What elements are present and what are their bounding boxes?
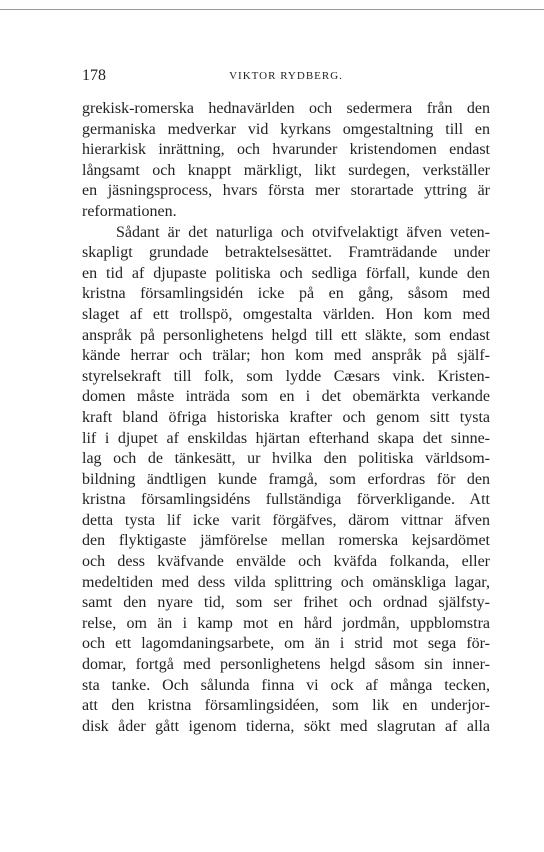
text-line: samt den nyare tid, som ser frihet och ordnad själfsty-	[82, 594, 490, 612]
text-line: detta tysta lif icke varit förgäfves, därom vittnar äfven	[82, 511, 490, 529]
page-number: 178	[82, 67, 106, 84]
text-line: en tid af djupaste politiska och sedliga förfall, kunde den	[82, 264, 490, 282]
text-line: skapligt grundade betraktelsesättet. Framträdande under	[82, 244, 490, 262]
text-line: germaniska medverkar vid kyrkans omgestaltning till en	[82, 120, 490, 138]
paragraph-1	[82, 99, 490, 223]
text-line: hierarkisk inrättning, och hvarunder kristendomen endast	[82, 141, 490, 159]
text-line: anspråk på personlighetens helgd till ett släkte, som endast	[82, 326, 490, 344]
text-line: lag och de tänkesätt, ur hvilka den politiska världsom-	[82, 450, 490, 468]
top-rule	[0, 9, 544, 10]
body-text	[82, 99, 490, 737]
paragraph-2	[82, 223, 490, 738]
text-line: styrelsekraft till folk, som lydde Cæsars vink. Kristen-	[82, 367, 490, 385]
text-line: och ett lagomdaningsarbete, om än i strid mot sega för-	[82, 635, 490, 653]
running-head	[82, 66, 490, 86]
text-line: domen måste inträda som en i det obemärkta verkande	[82, 388, 490, 406]
text-line: grekisk-romerska hednavärlden och sedermera från den	[82, 100, 490, 117]
text-line: och dess kväfvande envälde och kväfda folkanda, eller	[82, 553, 490, 571]
text-line: lif i djupet af enskildas hjärtan efterhand skapa det sinne-	[82, 429, 490, 447]
text-line: kristna församlingsidéns fullständiga förverkligande. Att	[82, 491, 490, 509]
text-line: Sådant är det naturliga och otvifvelaktigt äfven veten-	[116, 223, 490, 241]
text-line: den flyktigaste jämförelse mellan romerska kejsardömet	[82, 532, 490, 550]
running-title: VIKTOR RYDBERG.	[229, 70, 343, 82]
text-line: kristna församlingsidén icke på en gång, såsom med	[82, 285, 490, 303]
text-line: relse, om än i kamp mot en hård jordmån, uppblomstra	[82, 614, 490, 632]
text-line: att den kristna församlingsidéen, som lik en underjor-	[82, 697, 490, 715]
text-line: domar, fortgå med personlighetens helgd såsom sin inner-	[82, 656, 490, 674]
text-line: slaget af ett trollspö, omgestalta världen. Hon kom med	[82, 305, 490, 323]
text-line: reformationen.	[82, 202, 177, 220]
text-line: långsamt och knappt märkligt, likt surdegen, verkställer	[82, 161, 490, 179]
text-line: en jäsningsprocess, hvars första mer storartade yttring är	[82, 182, 490, 200]
text-line: bildning ändtligen kunde framgå, som erfordras för den	[82, 470, 490, 488]
text-line: medeltiden med dess vilda splittring och omänskliga lagar,	[82, 573, 490, 591]
text-line: kraft bland öfriga historiska krafter och genom sitt tysta	[82, 408, 490, 426]
text-line: sta tanke. Och sålunda finna vi ock af många tecken,	[82, 676, 490, 694]
text-line: kände herrar och trälar; hon kom med anspråk på själf-	[82, 347, 490, 365]
text-line: disk åder gått igenom tiderna, sökt med slagrutan af alla	[82, 717, 490, 735]
